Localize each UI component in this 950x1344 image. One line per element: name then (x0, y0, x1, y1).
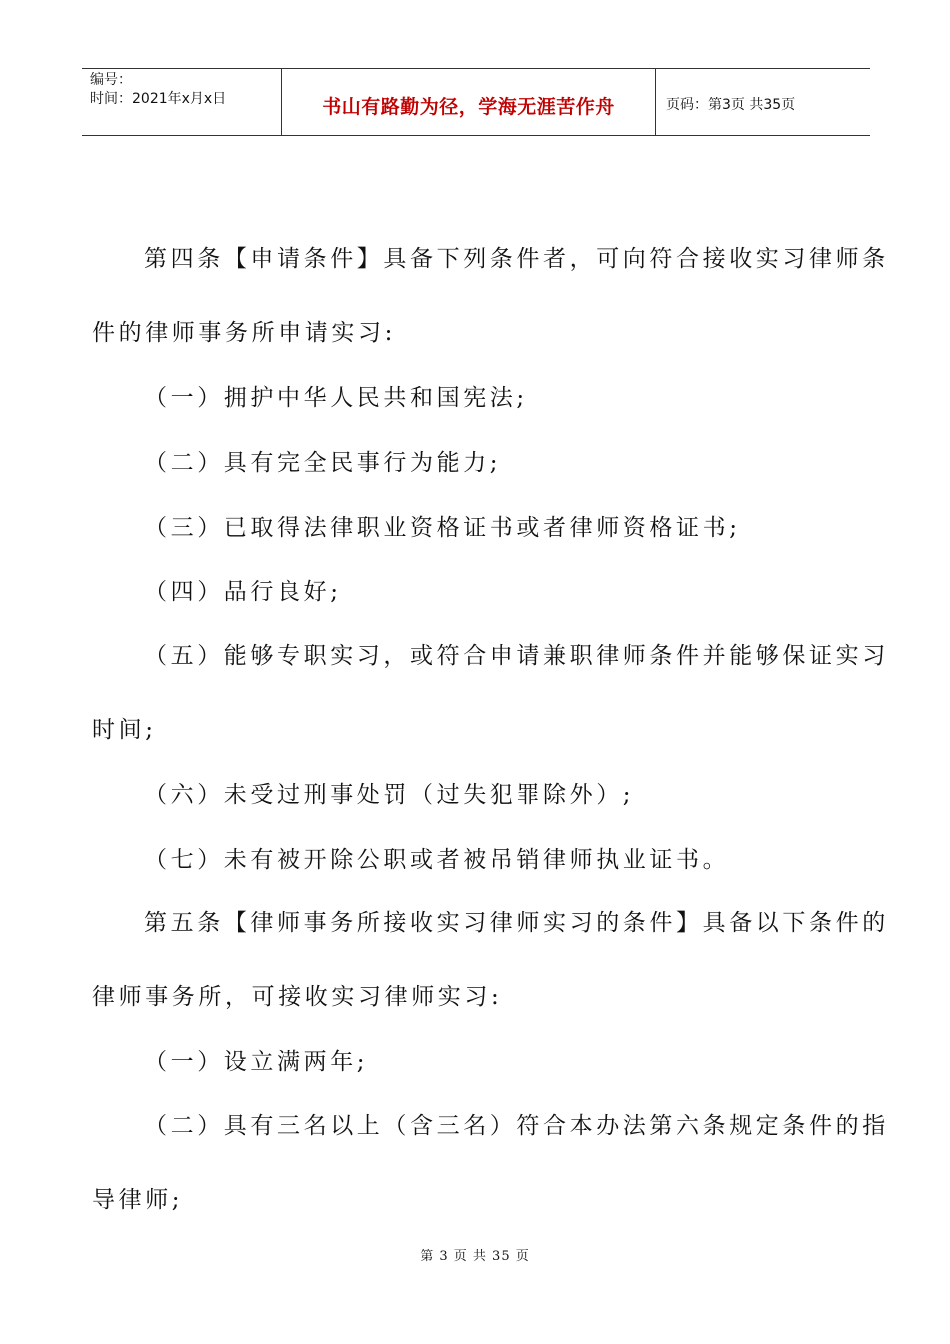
header-meta-cell (82, 69, 282, 135)
list-item: （七）未有被开除公职或者被吊销律师执业证书。 (144, 847, 730, 873)
list-item: （四）品行良好; (144, 579, 342, 605)
header-motto: 书山有路勤为径，学海无涯苦作舟 (322, 96, 615, 118)
list-item: （六）未受过刑事处罚（过失犯罪除外）; (144, 782, 635, 808)
list-item: （三）已取得法律职业资格证书或者律师资格证书; (144, 515, 741, 541)
list-item: （一）拥护中华人民共和国宪法; (144, 385, 528, 411)
header-page-info: 页码：第3页 共35页 (666, 97, 796, 113)
header-motto-cell (282, 69, 656, 135)
paragraph-line: 时间; (92, 717, 157, 743)
document-time-label: 时间：2021年x月x日 (90, 91, 227, 107)
document-header (82, 68, 870, 136)
list-item: （二）具有三名以上（含三名）符合本办法第六条规定条件的指 (144, 1113, 889, 1139)
list-item: （一）设立满两年; (144, 1049, 369, 1075)
list-item: （五）能够专职实习，或符合申请兼职律师条件并能够保证实习 (144, 643, 889, 669)
paragraph-line: 第四条【申请条件】具备下列条件者，可向符合接收实习律师条 (144, 246, 889, 272)
page-footer: 第 3 页 共 35 页 (420, 1249, 530, 1264)
document-number-label: 编号： (90, 72, 132, 88)
list-item: （二）具有完全民事行为能力; (144, 450, 502, 476)
header-page-cell (656, 69, 870, 135)
paragraph-line: 件的律师事务所申请实习: (92, 320, 396, 346)
paragraph-line: 律师事务所，可接收实习律师实习: (92, 984, 503, 1010)
paragraph-line: 导律师; (92, 1187, 184, 1213)
paragraph-line: 第五条【律师事务所接收实习律师实习的条件】具备以下条件的 (144, 910, 889, 936)
